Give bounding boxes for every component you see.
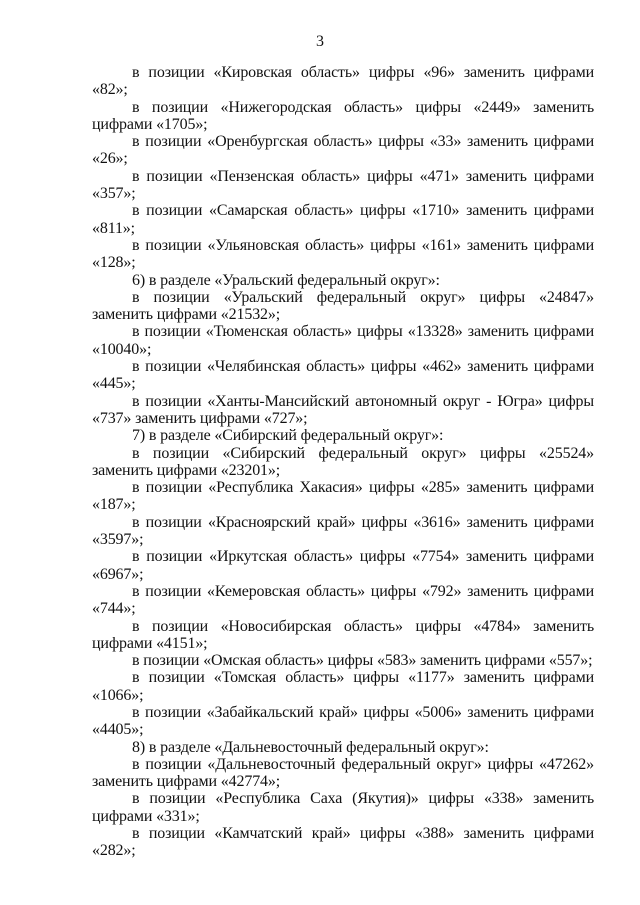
- paragraph: в позиции «Красноярский край» цифры «3616» заменить цифрами «3597»;: [92, 513, 594, 549]
- paragraph: в позиции «Кемеровская область» цифры «792» заменить цифрами «744»;: [92, 582, 594, 618]
- paragraph: в позиции «Уральский федеральный округ» цифры «24847» заменить цифрами «21532»;: [92, 288, 594, 324]
- paragraph: в позиции «Сибирский федеральный округ» цифры «25524» заменить цифрами «23201»;: [92, 444, 594, 479]
- paragraph: в позиции «Кировская область» цифры «96» заменить цифрами «82»;: [92, 64, 594, 99]
- paragraph: в позиции «Томская область» цифры «1177» заменить цифрами «1066»;: [92, 669, 594, 704]
- paragraph: в позиции «Тюменская область» цифры «13328» заменить цифрами «10040»;: [92, 323, 594, 358]
- document-body: [92, 64, 594, 860]
- paragraph: в позиции «Самарская область» цифры «1710» заменить цифрами «811»;: [92, 202, 594, 237]
- paragraph: в позиции «Новосибирская область» цифры «4784» заменить цифрами «4151»;: [92, 617, 594, 652]
- page-number: 3: [316, 33, 324, 50]
- paragraph: в позиции «Нижегородская область» цифры «2449» заменить цифрами «1705»;: [92, 98, 594, 133]
- paragraph: в позиции «Камчатский край» цифры «388» заменить цифрами «282»;: [92, 825, 594, 860]
- paragraph: в позиции «Ханты-Мансийский автономный округ - Югра» цифры «737» заменить цифрами «727»;: [92, 392, 594, 427]
- paragraph: в позиции «Иркутская область» цифры «7754» заменить цифрами «6967»;: [92, 548, 594, 583]
- paragraph: в позиции «Омская область» цифры «583» заменить цифрами «557»;: [132, 652, 593, 670]
- paragraph: в позиции «Ульяновская область» цифры «161» заменить цифрами «128»;: [92, 236, 594, 272]
- paragraph: в позиции «Оренбургская область» цифры «33» заменить цифрами «26»;: [92, 133, 594, 168]
- paragraph: в позиции «Республика Саха (Якутия)» цифры «338» заменить цифрами «331»;: [92, 790, 594, 825]
- section-heading: 6) в разделе «Уральский федеральный округ»:: [132, 271, 440, 289]
- paragraph: в позиции «Пензенская область» цифры «471» заменить цифрами «357»;: [92, 167, 594, 203]
- paragraph: в позиции «Республика Хакасия» цифры «285» заменить цифрами «187»;: [92, 479, 594, 514]
- paragraph: в позиции «Челябинская область» цифры «462» заменить цифрами «445»;: [92, 358, 594, 393]
- paragraph: в позиции «Забайкальский край» цифры «5006» заменить цифрами «4405»;: [92, 703, 594, 739]
- section-heading: 7) в разделе «Сибирский федеральный округ»:: [132, 427, 444, 445]
- section-heading: 8) в разделе «Дальневосточный федеральный округ»:: [132, 738, 489, 756]
- paragraph: в позиции «Дальневосточный федеральный округ» цифры «47262» заменить цифрами «42774»;: [92, 755, 594, 791]
